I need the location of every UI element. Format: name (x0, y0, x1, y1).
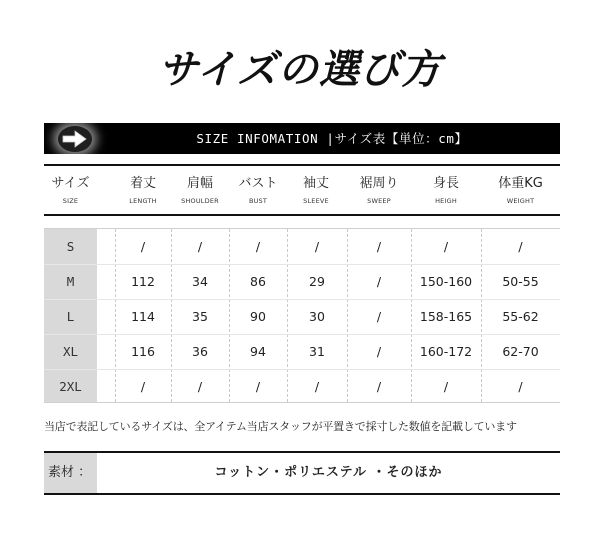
header-label: 体重KG (498, 176, 543, 191)
header-label: 身長 (432, 176, 459, 191)
header-shoulder (171, 166, 229, 214)
header-label: 肩幅 (186, 176, 213, 191)
material-value: コットン・ポリエステル ・そのほか (214, 465, 443, 480)
header-sublabel: BUST (248, 197, 268, 205)
table-cell: / (255, 379, 261, 394)
table-cell: / (314, 239, 320, 254)
header-sublabel: WEIGHT (506, 197, 535, 205)
header-length (115, 166, 171, 214)
page-title: サイズの選び方 (158, 47, 442, 93)
header-sublabel: LENGTH (129, 197, 157, 205)
header-label: 袖丈 (302, 176, 329, 191)
header-sublabel: SWEEP (367, 197, 391, 205)
measurement-note: 当店で表記しているサイズは、全アイテム当店スタッフが平置きで採寸した数値を記載しています (44, 420, 517, 433)
table-cell: / (197, 379, 203, 394)
table-cell: / (376, 379, 382, 394)
table-cell: / (443, 379, 449, 394)
size-info-banner (44, 123, 560, 154)
table-cell: 158-165 (419, 309, 473, 324)
header-weight (481, 166, 560, 214)
table-cell: 30 (309, 309, 325, 324)
table-cell: / (140, 379, 146, 394)
table-cell: 112 (131, 274, 155, 289)
header-label: バスト (238, 176, 278, 191)
table-cell: / (376, 344, 382, 359)
header-height (411, 166, 481, 214)
table-cell: / (518, 379, 523, 394)
table-cell: 116 (131, 344, 155, 359)
size-label-s: S (66, 239, 75, 254)
table-cell: / (443, 239, 449, 254)
table-cell: 34 (192, 274, 208, 289)
header-sublabel: SLEEVE (303, 197, 329, 205)
material-row (44, 451, 560, 495)
size-label-2xl: 2XL (59, 379, 82, 394)
size-label-xl: XL (62, 344, 79, 359)
material-label: 素材 ： (44, 453, 97, 493)
table-cell: / (197, 239, 203, 254)
table-cell: 55-62 (502, 309, 539, 324)
header-label: 着丈 (129, 176, 156, 191)
header-sweep (347, 166, 411, 214)
table-cell: 86 (250, 274, 266, 289)
table-cell: / (376, 239, 382, 254)
table-cell: 35 (192, 309, 208, 324)
size-label-l: L (66, 309, 75, 324)
header-label: 裾周り (359, 176, 399, 191)
header-sleeve (287, 166, 345, 214)
header-label: サイズ (51, 176, 90, 191)
table-cell: 29 (309, 274, 325, 289)
table-cell: 62-70 (502, 344, 539, 359)
table-cell: 31 (309, 344, 325, 359)
table-cell: / (140, 239, 146, 254)
header-sublabel: HEIGH (435, 197, 457, 205)
table-cell: 114 (131, 309, 155, 324)
table-cell: / (255, 239, 261, 254)
table-header (44, 164, 560, 216)
table-cell: / (376, 309, 382, 324)
header-sublabel: SIZE (62, 197, 79, 205)
header-size (44, 166, 97, 214)
header-bust (229, 166, 287, 214)
header-sublabel: SHOULDER (181, 197, 219, 205)
table-cell: 36 (192, 344, 208, 359)
table-cell: 150-160 (419, 274, 473, 289)
size-table (44, 228, 560, 403)
banner-text: SIZE INFOMATION |サイズ表【単位：cm】 (196, 131, 468, 146)
table-cell: / (518, 239, 523, 254)
table-cell: 50-55 (502, 274, 539, 289)
table-cell: / (376, 274, 382, 289)
table-cell: / (314, 379, 320, 394)
table-cell: 94 (250, 344, 266, 359)
size-label-m: M (66, 274, 75, 289)
table-cell: 90 (250, 309, 266, 324)
table-cell: 160-172 (419, 344, 473, 359)
